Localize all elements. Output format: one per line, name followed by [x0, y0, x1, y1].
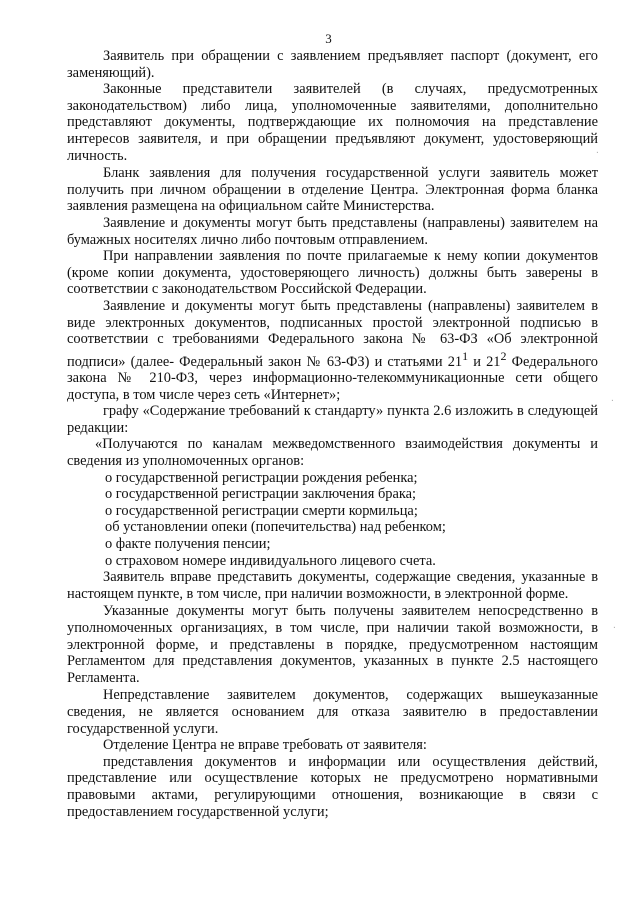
scan-speck: ˑ: [613, 624, 616, 635]
electronic-text-start: Заявление и документы могут быть представлены (направлены) заявителем в виде электронных документов, подписанных простой электронной подписью в соответствии с требованиями Федерального закона № 63-ФЗ «Об электронной подписи» (далее- Федеральный закон № 63-ФЗ) и статьями 21: [67, 297, 598, 370]
list-item: о факте получения пенсии;: [105, 536, 271, 553]
paragraph-column-instruction: графу «Содержание требований к стандарту» пункта 2.6 изложить в следующей редакции:: [67, 403, 598, 436]
paragraph-requirements: представления документов и информации или осуществления действий, представление или осуществление которых не предусмотрено нормативными правовыми актами, регулирующими отношения, возникающие в связи с предоставлением государственной услуги;: [67, 753, 598, 820]
paragraph-paper-submission: Заявление и документы могут быть представлены (направлены) заявителем на бумажных носителях лично либо почтовым отправлением.: [67, 214, 598, 248]
paragraph-non-submission: Непредставление заявителем документов, содержащих вышеуказанные сведения, не является основанием для отказа заявителю в предоставлении государственной услуги.: [67, 687, 598, 737]
paragraph-postal-copies: При направлении заявления по почте прилагаемые к нему копии документов (кроме копии документа, удостоверяющего личность) должны быть заверены в соответствии с законодательством Российской Федерации.: [67, 248, 598, 298]
list-item: о государственной регистрации смерти кормильца;: [105, 502, 418, 519]
superscript-2: 2: [500, 348, 507, 363]
paragraph-representatives: Законные представители заявителей (в случаях, предусмотренных законодательством) либо лица, уполномоченные заявителями, дополнительно представляют документы, подтверждающие их полномочия на представление интересов заявителя, и при обращении предъявляют документ, удостоверяющий личность.: [67, 81, 598, 164]
document-body: [67, 48, 598, 820]
list-item: о государственной регистрации заключения брака;: [105, 486, 417, 503]
scan-speck: ˑ: [596, 149, 599, 160]
electronic-text-middle: и 21: [468, 353, 501, 370]
paragraph-applicant-right: Заявитель вправе представить документы, содержащие сведения, указанные в настоящем пункте, в том числе, при наличии возможности, в электронной форме.: [67, 569, 598, 602]
electronic-text-end: Федерального закона № 210-ФЗ, через информационно-телекоммуникационные сети общего доступа, в том числе через сеть «Интернет»;: [67, 353, 599, 403]
scan-speck: ˑ: [611, 397, 614, 408]
paragraph-quote-intro: «Получаются по каналам межведомственного взаимодействия документы и сведения из уполномоченных органов:: [67, 436, 598, 470]
paragraph-electronic-submission: [67, 298, 598, 403]
page-number: 3: [325, 31, 332, 46]
paragraph-center-not-entitled: Отделение Центра не вправе требовать от заявителя:: [103, 737, 427, 754]
list-item: о страховом номере индивидуального лицевого счета.: [105, 552, 436, 569]
paragraph-application-form: Бланк заявления для получения государственной услуги заявитель может получить при личном обращении в отделение Центра. Электронная форма бланка заявления размещена на официальном сайте Министерства.: [67, 165, 598, 215]
paragraph-documents-obtained: Указанные документы могут быть получены заявителем непосредственно в уполномоченных организациях, в том числе, при наличии такой возможности, в электронной форме, и представлены в порядке, предусмотренном настоящим Регламентом для представления документов, указанных в пункте 2.5 настоящего Регламента.: [67, 603, 598, 686]
superscript-1: 1: [462, 348, 469, 363]
paragraph-passport: Заявитель при обращении с заявлением предъявляет паспорт (документ, его заменяющий).: [67, 48, 598, 81]
list-item: об установлении опеки (попечительства) над ребенком;: [105, 519, 446, 536]
list-item: о государственной регистрации рождения ребенка;: [105, 469, 418, 486]
